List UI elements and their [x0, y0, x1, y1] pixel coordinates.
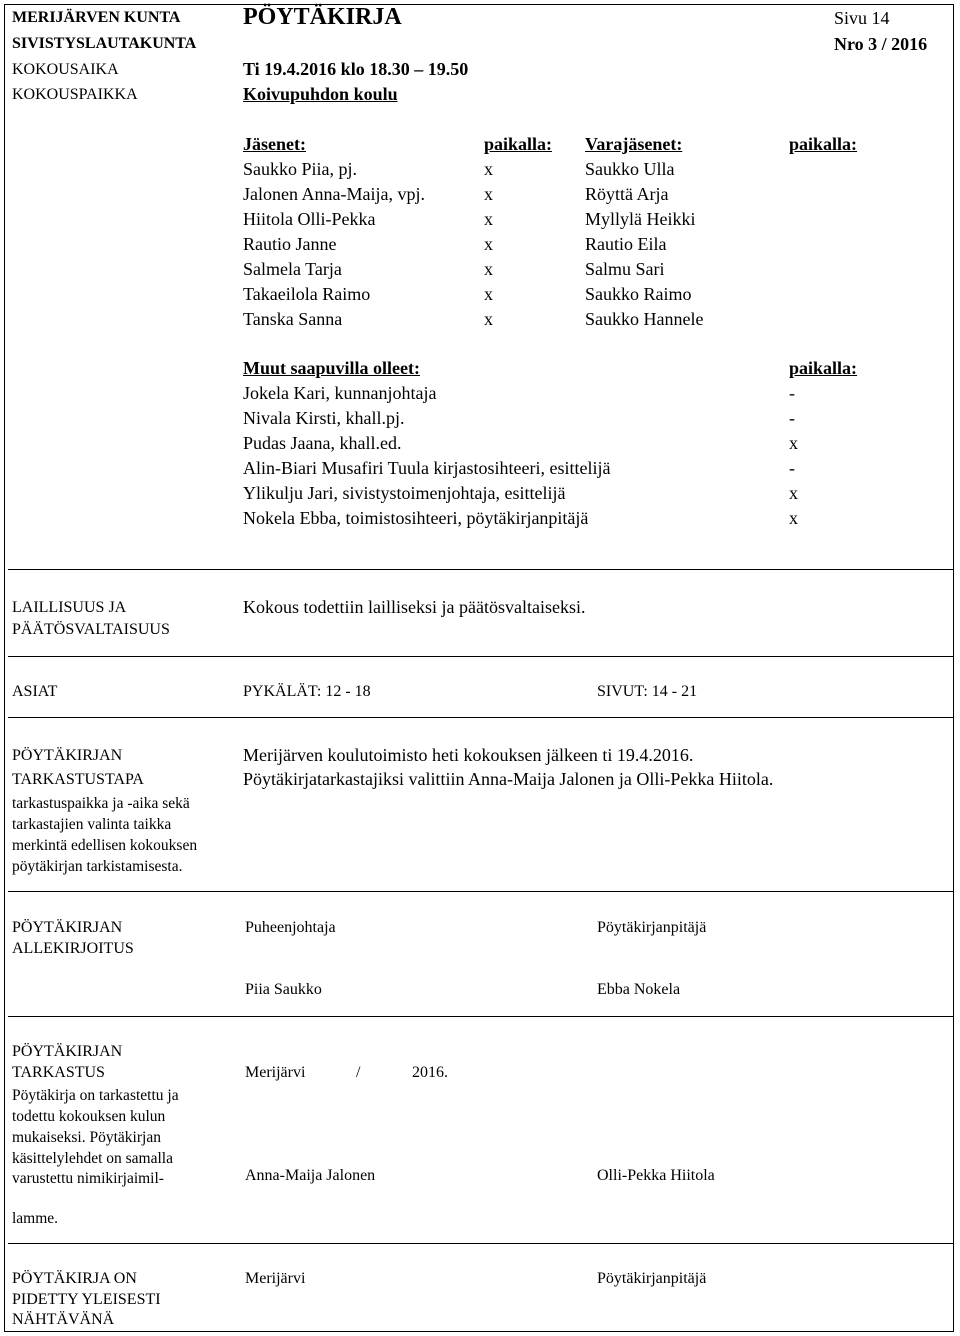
other-present: -	[789, 408, 795, 428]
check-label: PÖYTÄKIRJAN	[12, 1043, 123, 1060]
secretary-title: Pöytäkirjanpitäjä	[597, 919, 707, 936]
other-present: -	[789, 458, 795, 478]
matters-label: ASIAT	[12, 683, 58, 700]
public-label: NÄHTÄVÄNÄ	[12, 1311, 115, 1328]
matters-sections: PYKÄLÄT: 12 - 18	[243, 683, 371, 700]
review-note: pöytäkirjan tarkistamisesta.	[12, 858, 183, 875]
other-present: x	[789, 508, 798, 528]
matters-pages: SIVUT: 14 - 21	[597, 683, 698, 700]
other-present: -	[789, 383, 795, 403]
review-note: merkintä edellisen kokouksen	[12, 837, 198, 854]
member-present: x	[484, 184, 493, 204]
other-name: Nivala Kirsti, khall.pj.	[243, 408, 405, 428]
deputy-name: Röyttä Arja	[585, 184, 669, 204]
review-text: Merijärven koulutoimisto heti kokouksen jälkeen ti 19.4.2016.	[243, 745, 694, 765]
check-note: käsittelylehdet on samalla	[12, 1150, 173, 1167]
chair-title: Puheenjohtaja	[245, 919, 336, 936]
legality-label: PÄÄTÖSVALTAISUUS	[12, 621, 170, 638]
deputies-present-header: paikalla:	[789, 134, 858, 154]
deputy-name: Saukko Ulla	[585, 159, 675, 179]
signature-label: ALLEKIRJOITUS	[12, 940, 134, 957]
member-present: x	[484, 209, 493, 229]
other-present: x	[789, 483, 798, 503]
public-place: Merijärvi	[245, 1270, 306, 1287]
section-divider	[8, 1016, 954, 1017]
review-text: Pöytäkirjatarkastajiksi valittiin Anna-Maija Jalonen ja Olli-Pekka Hiitola.	[243, 769, 774, 789]
meeting-time-label: KOKOUSAIKA	[12, 61, 119, 78]
deputy-name: Rautio Eila	[585, 234, 667, 254]
member-name: Salmela Tarja	[243, 259, 342, 279]
check-note: todettu kokouksen kulun	[12, 1108, 166, 1125]
signature-label: PÖYTÄKIRJAN	[12, 919, 123, 936]
section-divider	[8, 656, 954, 657]
secretary-name: Ebba Nokela	[597, 981, 681, 998]
meeting-time: Ti 19.4.2016 klo 18.30 – 19.50	[243, 59, 469, 79]
deputy-name: Saukko Hannele	[585, 309, 704, 329]
deputy-name: Saukko Raimo	[585, 284, 692, 304]
check-place: Merijärvi	[245, 1064, 306, 1081]
chair-name: Piia Saukko	[245, 981, 322, 998]
public-label: PÖYTÄKIRJA ON	[12, 1270, 137, 1287]
checker-name: Olli-Pekka Hiitola	[597, 1167, 715, 1184]
review-label: PÖYTÄKIRJAN	[12, 747, 123, 764]
public-role: Pöytäkirjanpitäjä	[597, 1270, 707, 1287]
section-divider	[8, 1243, 954, 1244]
members-header: Jäsenet:	[243, 134, 306, 154]
check-year: 2016.	[412, 1064, 448, 1081]
others-present-header: paikalla:	[789, 358, 858, 378]
member-present: x	[484, 309, 493, 329]
member-present: x	[484, 234, 493, 254]
doc-title: PÖYTÄKIRJA	[243, 4, 402, 30]
check-label: TARKASTUS	[12, 1064, 105, 1081]
member-name: Tanska Sanna	[243, 309, 343, 329]
org-name: MERIJÄRVEN KUNTA	[12, 9, 181, 26]
document-number: Nro 3 / 2016	[834, 34, 928, 54]
review-note: tarkastajien valinta taikka	[12, 816, 172, 833]
legality-label: LAILLISUUS JA	[12, 599, 127, 616]
deputy-name: Myllylä Heikki	[585, 209, 696, 229]
other-name: Pudas Jaana, khall.ed.	[243, 433, 402, 453]
check-note: varustettu nimikirjaimil-	[12, 1170, 164, 1187]
committee-name: SIVISTYSLAUTAKUNTA	[12, 35, 197, 52]
other-present: x	[789, 433, 798, 453]
member-present: x	[484, 284, 493, 304]
member-name: Jalonen Anna-Maija, vpj.	[243, 184, 425, 204]
check-note: Pöytäkirja on tarkastettu ja	[12, 1087, 179, 1104]
meeting-place-label: KOKOUSPAIKKA	[12, 86, 138, 103]
member-name: Rautio Janne	[243, 234, 337, 254]
other-name: Ylikulju Jari, sivistystoimenjohtaja, esittelijä	[243, 483, 566, 503]
other-name: Jokela Kari, kunnanjohtaja	[243, 383, 437, 403]
check-note: mukaiseksi. Pöytäkirjan	[12, 1129, 161, 1146]
meeting-place: Koivupuhdon koulu	[243, 84, 398, 104]
section-divider	[8, 891, 954, 892]
legality-text: Kokous todettiin lailliseksi ja päätösvaltaiseksi.	[243, 597, 586, 617]
deputies-header: Varajäsenet:	[585, 134, 683, 154]
member-present: x	[484, 259, 493, 279]
member-name: Saukko Piia, pj.	[243, 159, 358, 179]
page-number: Sivu 14	[834, 8, 890, 28]
other-name: Nokela Ebba, toimistosihteeri, pöytäkirjanpitäjä	[243, 508, 589, 528]
section-divider	[8, 569, 954, 570]
deputy-name: Salmu Sari	[585, 259, 665, 279]
others-header: Muut saapuvilla olleet:	[243, 358, 421, 378]
section-divider	[8, 717, 954, 718]
check-date-slash: /	[356, 1064, 361, 1081]
public-label: PIDETTY YLEISESTI	[12, 1291, 161, 1308]
member-name: Takaeilola Raimo	[243, 284, 371, 304]
checker-name: Anna-Maija Jalonen	[245, 1167, 376, 1184]
member-name: Hiitola Olli-Pekka	[243, 209, 376, 229]
member-present: x	[484, 159, 493, 179]
review-note: tarkastuspaikka ja -aika sekä	[12, 795, 190, 812]
check-note: lamme.	[12, 1210, 59, 1227]
other-name: Alin-Biari Musafiri Tuula kirjastosihteeri, esittelijä	[243, 458, 611, 478]
review-label: TARKASTUSTAPA	[12, 771, 144, 788]
present-header: paikalla:	[484, 134, 553, 154]
